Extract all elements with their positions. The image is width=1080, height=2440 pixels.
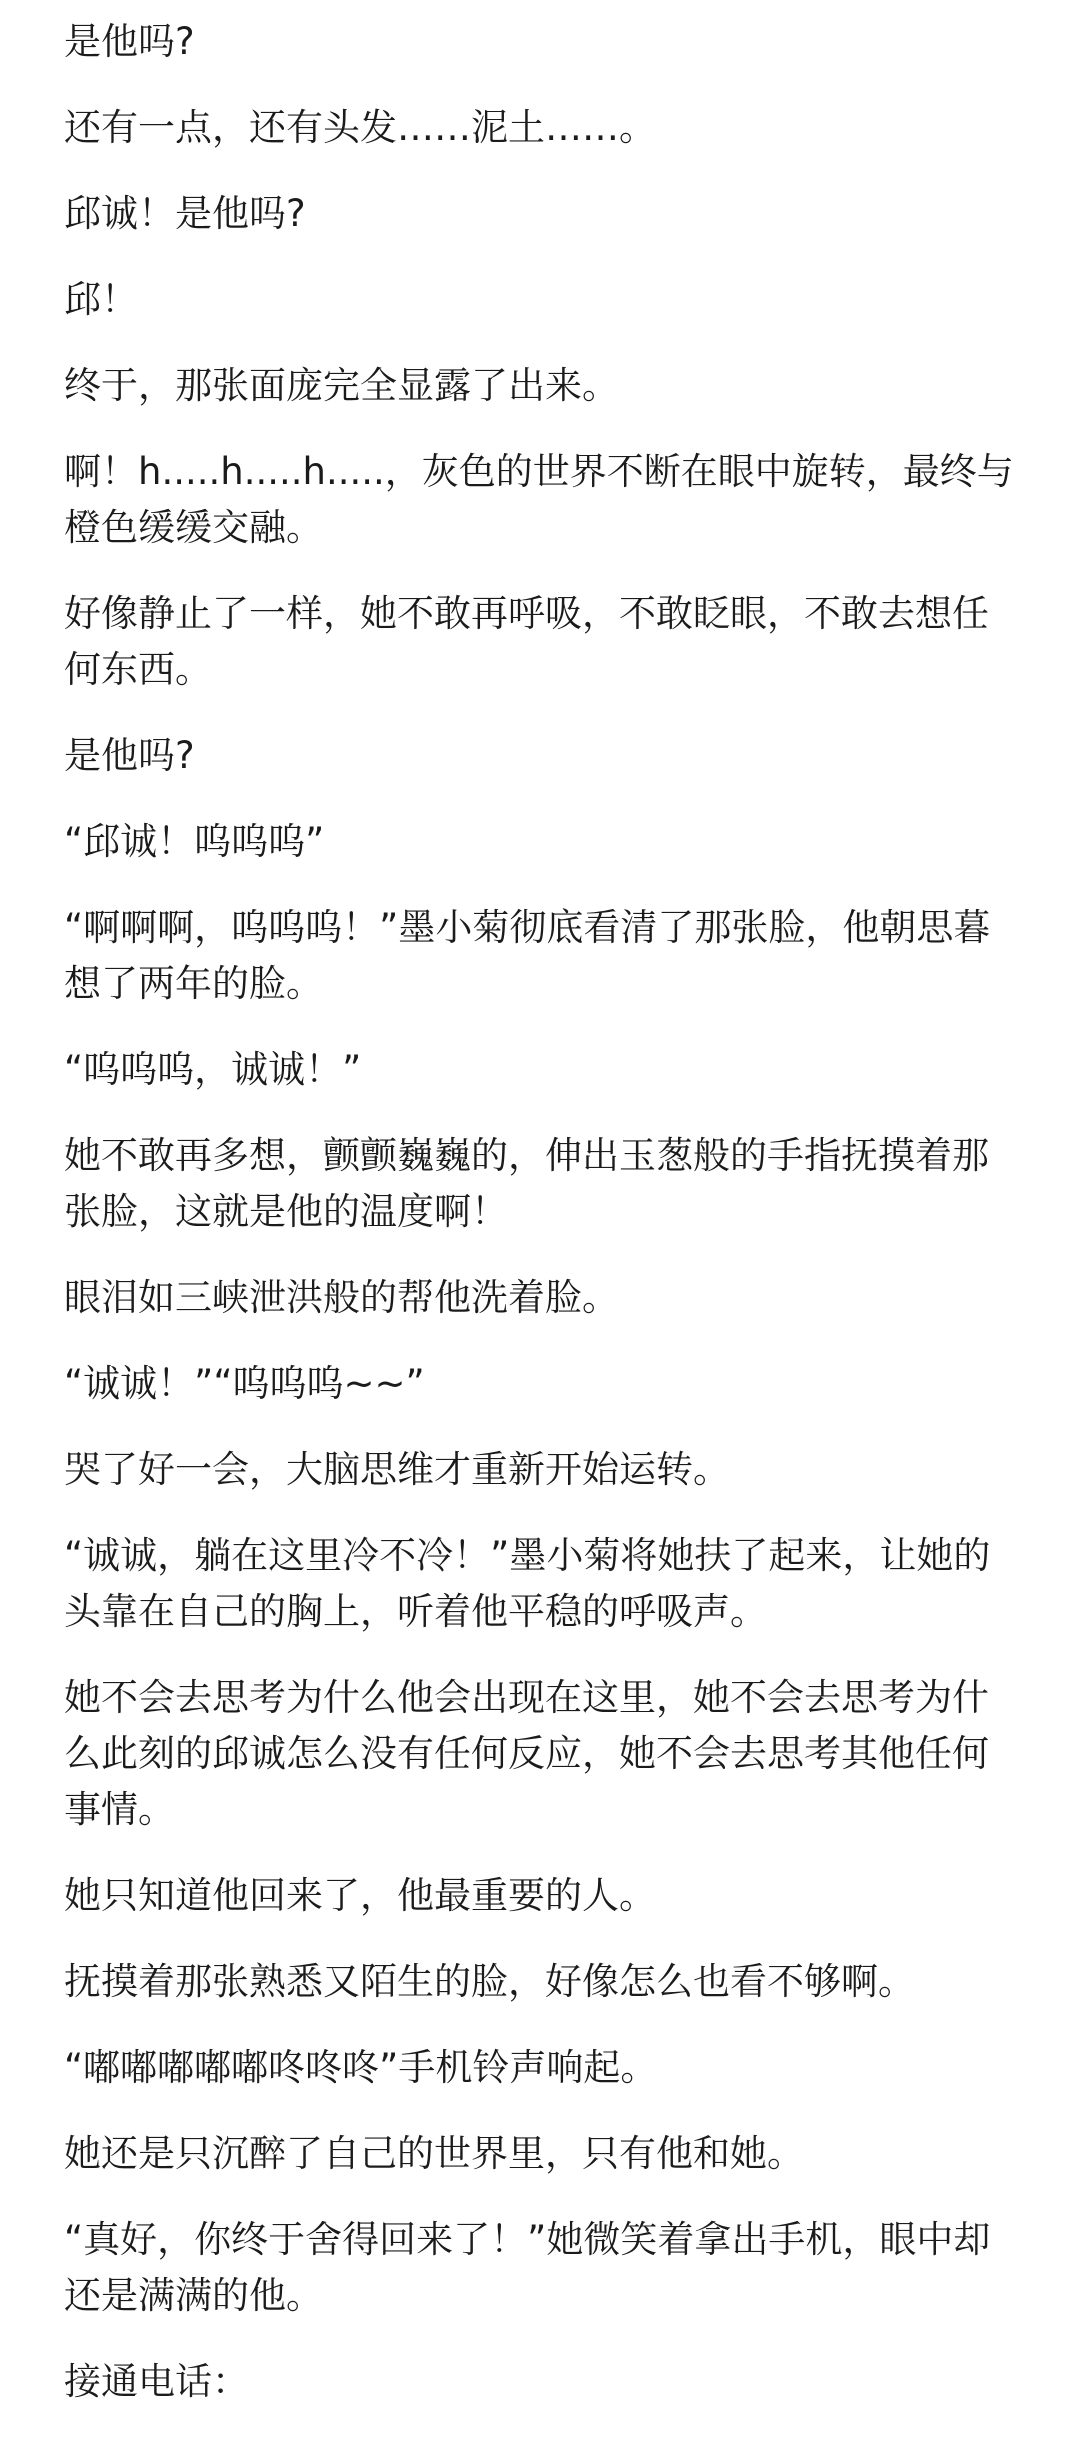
paragraph: 是他吗?	[64, 20, 195, 63]
paragraph: 邱诚！是他吗?	[64, 192, 306, 235]
paragraph: 还有一点，还有头发……泥土……。	[64, 106, 656, 149]
paragraph: 接通电话：	[64, 2360, 249, 2403]
paragraph: “呜呜呜，诚诚！”	[64, 1048, 362, 1091]
paragraph: 她还是只沉醉了自己的世界里，只有他和她。	[64, 2132, 804, 2175]
paragraph: “真好，你终于舍得回来了！”她微笑着拿出手机，眼中却还是满满的他。	[64, 2218, 991, 2317]
paragraph: 哭了好一会，大脑思维才重新开始运转。	[64, 1448, 730, 1491]
paragraph: 是他吗?	[64, 734, 195, 777]
paragraph: “啊啊啊，呜呜呜！”墨小菊彻底看清了那张脸，他朝思暮想了两年的脸。	[64, 906, 991, 1005]
paragraph: 她只知道他回来了，他最重要的人。	[64, 1874, 656, 1917]
article-body	[64, 14, 1024, 2440]
paragraph: 抚摸着那张熟悉又陌生的脸，好像怎么也看不够啊。	[64, 1960, 915, 2003]
paragraph: 她不会去思考为什么他会出现在这里，她不会去思考为什么此刻的邱诚怎么没有任何反应，她不会去思考其他任何事情。	[64, 1676, 989, 1831]
paragraph: 眼泪如三峡泄洪般的帮他洗着脸。	[64, 1276, 619, 1319]
paragraph: 终于，那张面庞完全显露了出来。	[64, 364, 619, 407]
paragraph: “诚诚！”“呜呜呜~~”	[64, 1362, 425, 1405]
paragraph: “嘟嘟嘟嘟嘟咚咚咚”手机铃声响起。	[64, 2046, 658, 2089]
paragraph: 邱！	[64, 278, 138, 321]
paragraph: 好像静止了一样，她不敢再呼吸，不敢眨眼，不敢去想任何东西。	[64, 592, 989, 691]
paragraph: “诚诚，躺在这里冷不冷！”墨小菊将她扶了起来，让她的头靠在自己的胸上，听着他平稳的呼吸声。	[64, 1534, 991, 1633]
paragraph: 啊！h.....h.....h.....，灰色的世界不断在眼中旋转，最终与橙色缓缓交融。	[64, 450, 1014, 549]
paragraph: “邱诚！呜呜呜”	[64, 820, 325, 863]
paragraph: 她不敢再多想，颤颤巍巍的，伸出玉葱般的手指抚摸着那张脸，这就是他的温度啊！	[64, 1134, 989, 1233]
